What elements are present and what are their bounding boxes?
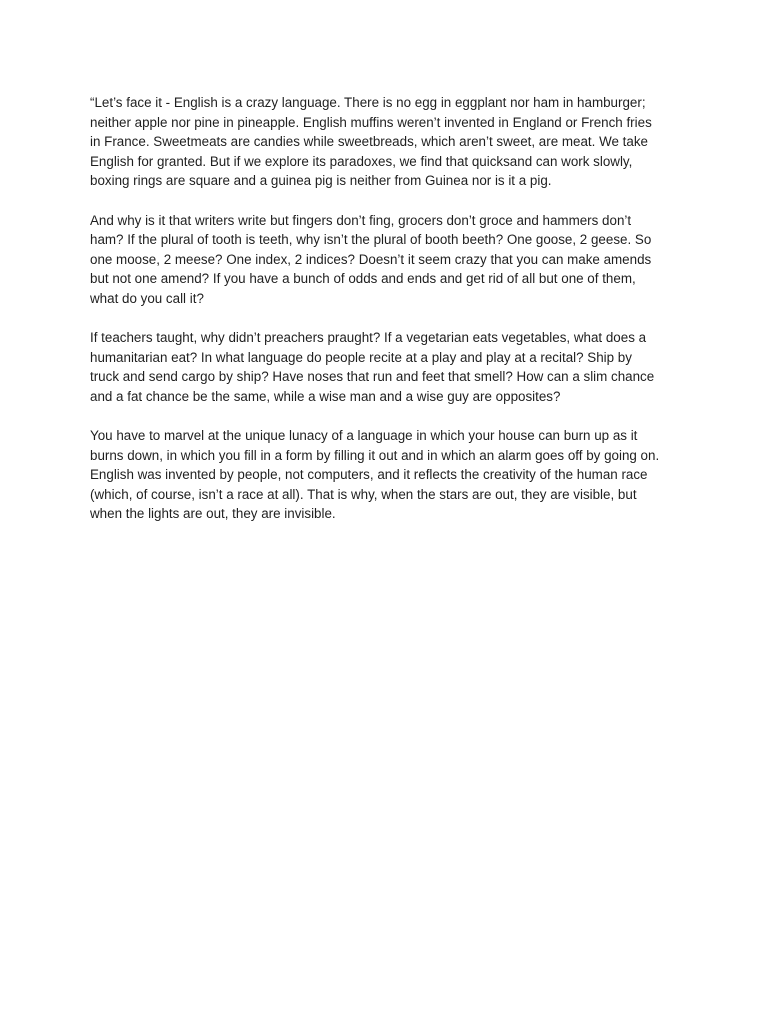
paragraph-3 xyxy=(90,328,690,406)
text-line: And why is it that writers write but fingers don’t fing, grocers don’t groce and hammers don’t xyxy=(90,212,632,228)
text-line: English was invented by people, not computers, and it reflects the creativity of the human race xyxy=(90,467,648,483)
text-line: humanitarian eat? In what language do people recite at a play and play at a recital? Ship by xyxy=(90,349,632,365)
text-line: burns down, in which you fill in a form by filling it out and in which an alarm goes off by going on. xyxy=(90,447,660,463)
text-line: You have to marvel at the unique lunacy of a language in which your house can burn up as it xyxy=(90,428,638,444)
text-line: what do you call it? xyxy=(90,290,204,306)
paragraph-4 xyxy=(90,426,690,524)
text-line: “Let’s face it - English is a crazy language. There is no egg in eggplant nor ham in hamburger; xyxy=(90,95,646,110)
text-line: one moose, 2 meese? One index, 2 indices? Doesn’t it seem crazy that you can make amends xyxy=(90,251,652,267)
document-body xyxy=(90,93,690,544)
text-line: and a fat chance be the same, while a wise man and a wise guy are opposites? xyxy=(90,388,561,404)
text-line: when the lights are out, they are invisible. xyxy=(90,506,336,522)
paragraph-1 xyxy=(90,93,690,191)
text-line: ham? If the plural of tooth is teeth, why isn’t the plural of booth beeth? One goose, 2 geese. So xyxy=(90,232,652,248)
text-line: neither apple nor pine in pineapple. English muffins weren’t invented in England or French fries xyxy=(90,114,652,130)
text-line: If teachers taught, why didn’t preachers praught? If a vegetarian eats vegetables, what does a xyxy=(90,330,647,346)
text-line: truck and send cargo by ship? Have noses that run and feet that smell? How can a slim chance xyxy=(90,369,655,385)
text-line: but not one amend? If you have a bunch of odds and ends and get rid of all but one of them, xyxy=(90,271,636,287)
text-line: (which, of course, isn’t a race at all). That is why, when the stars are out, they are visible, but xyxy=(90,486,637,502)
text-line: boxing rings are square and a guinea pig is neither from Guinea nor is it a pig. xyxy=(90,173,552,189)
paragraph-2 xyxy=(90,211,690,309)
text-line: in France. Sweetmeats are candies while sweetbreads, which aren’t sweet, are meat. We take xyxy=(90,134,648,150)
text-line: English for granted. But if we explore its paradoxes, we find that quicksand can work slowly, xyxy=(90,153,633,169)
